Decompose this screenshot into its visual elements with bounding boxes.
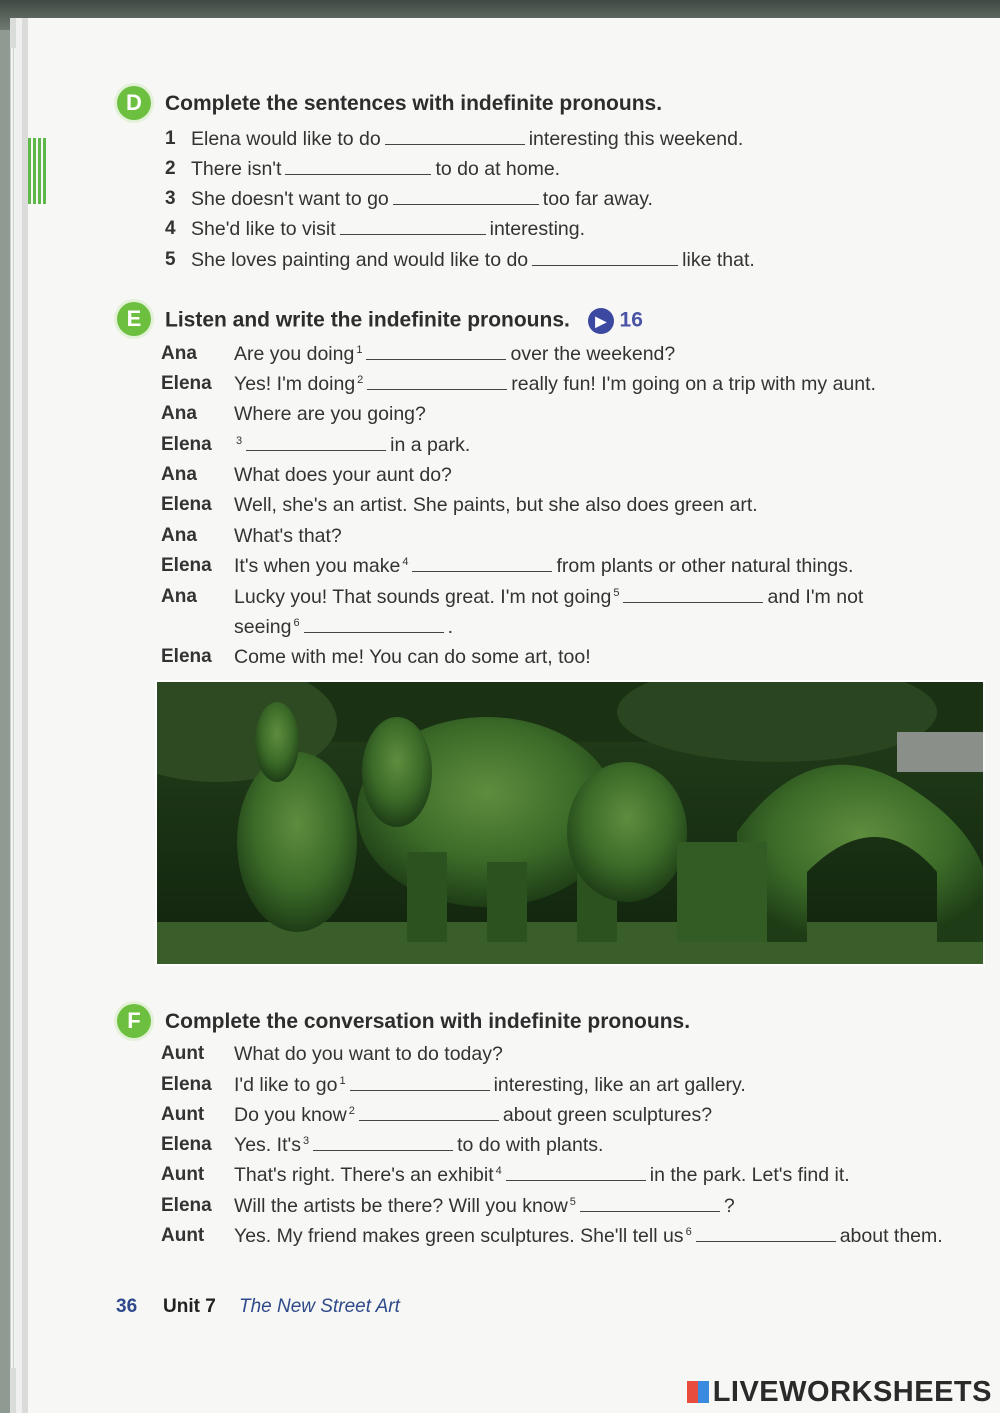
dialogue-text-after: and I'm not: [767, 586, 864, 608]
unit-title: The New Street Art: [239, 1296, 400, 1317]
dialogue-text-after: about green sculptures?: [502, 1104, 713, 1126]
speaker-name: Elena: [161, 646, 212, 667]
dialogue-text-after: in the park. Let's find it.: [649, 1164, 850, 1186]
dialogue-text-after: interesting, like an art gallery.: [493, 1074, 746, 1096]
gap-number: 4: [402, 556, 409, 568]
section-e-heading-text: Listen and write the indefinite pronouns.: [165, 308, 570, 332]
page-tab-marks: [28, 138, 52, 204]
dialogue-text-before: Where are you going?: [234, 403, 426, 425]
sentence: [191, 188, 653, 211]
dialogue-line: [234, 1164, 850, 1187]
item-number: 1: [165, 128, 176, 149]
speaker-name: Ana: [161, 525, 197, 546]
dialogue-text-before: Will the artists be there? Will you know: [234, 1195, 568, 1217]
page-number: 36: [116, 1296, 138, 1317]
speaker-name: Elena: [161, 1134, 212, 1155]
item-number: 4: [165, 218, 176, 239]
sentence-text-before: She'd like to visit: [191, 218, 336, 240]
answer-blank[interactable]: [313, 1136, 453, 1151]
sentence-text-before: There isn't: [191, 158, 282, 180]
dialogue-line: [234, 1225, 943, 1248]
answer-blank[interactable]: [350, 1076, 490, 1091]
dialogue-line: [234, 464, 452, 487]
dialogue-text-before: Yes! I'm doing: [234, 373, 356, 395]
dialogue-text-before: That's right. There's an exhibit: [234, 1164, 494, 1186]
dialogue-text-after: over the weekend?: [510, 343, 676, 365]
dialogue-text-before: What do you want to do today?: [234, 1043, 503, 1065]
section-e-heading: [165, 308, 643, 334]
section-d-badge: D: [117, 86, 151, 120]
dialogue-line: [234, 555, 853, 578]
sentence-text-before: She doesn't want to go: [191, 188, 389, 210]
dialogue-text-after: from plants or other natural things.: [556, 555, 854, 577]
dialogue-text-after: about them.: [839, 1225, 943, 1247]
gap-number: 2: [348, 1105, 355, 1117]
item-number: 5: [165, 249, 176, 270]
answer-blank[interactable]: [246, 436, 386, 451]
dialogue-line: [234, 1134, 603, 1157]
gap-number: 3: [236, 435, 243, 447]
dialogue-text-after: ?: [723, 1195, 735, 1217]
answer-blank[interactable]: [696, 1227, 836, 1242]
dialogue-line: [234, 373, 876, 396]
speaker-name: Ana: [161, 586, 197, 607]
dialogue-text-before: What's that?: [234, 525, 342, 547]
answer-blank[interactable]: [532, 251, 678, 266]
section-f-badge: F: [117, 1004, 151, 1038]
dialogue-text-before: Lucky you! That sounds great. I'm not going: [234, 586, 612, 608]
dialogue-text-after: to do with plants.: [457, 1134, 604, 1156]
sentence-text-after: interesting this weekend.: [528, 128, 744, 150]
dialogue-text-before: I'd like to go: [234, 1074, 338, 1096]
audio-icon[interactable]: ▶: [588, 308, 614, 334]
dialogue-line: [234, 403, 426, 426]
gap-number: 6: [293, 617, 300, 629]
answer-blank[interactable]: [367, 375, 507, 390]
gap-number: 5: [569, 1196, 576, 1208]
speaker-name: Ana: [161, 343, 197, 364]
dialogue-line: [234, 525, 342, 548]
answer-blank[interactable]: [506, 1166, 646, 1181]
dialogue-text-before: Well, she's an artist. She paints, but she also does green art.: [234, 494, 758, 516]
speaker-name: Elena: [161, 494, 212, 515]
dialogue-text-before: What does your aunt do?: [234, 464, 452, 486]
dialogue-line: [234, 434, 470, 457]
sentence-text-before: Elena would like to do: [191, 128, 381, 150]
audio-track[interactable]: [588, 308, 643, 334]
speaker-name: Aunt: [161, 1225, 205, 1246]
dialogue-text-before: Come with me! You can do some art, too!: [234, 646, 591, 668]
gap-number: 2: [357, 374, 364, 386]
sentence: [191, 218, 585, 241]
speaker-name: Ana: [161, 403, 197, 424]
sentence: [191, 128, 743, 151]
answer-blank[interactable]: [385, 130, 525, 145]
dialogue-text-before: It's when you make: [234, 555, 401, 577]
section-e-badge: E: [117, 302, 151, 336]
answer-blank[interactable]: [340, 220, 486, 235]
item-number: 3: [165, 188, 176, 209]
section-f-heading: Complete the conversation with indefinite pronouns.: [165, 1010, 691, 1033]
gap-number: 3: [302, 1135, 310, 1147]
dialogue-line: [234, 1043, 503, 1066]
answer-blank[interactable]: [285, 160, 431, 175]
speaker-name: Aunt: [161, 1043, 205, 1064]
speaker-name: Aunt: [161, 1164, 205, 1185]
section-d-heading: Complete the sentences with indefinite pronouns.: [165, 92, 663, 115]
dialogue-text-before: Yes. My friend makes green sculptures. She'll tell us: [234, 1225, 684, 1247]
unit-label: Unit 7: [163, 1296, 216, 1317]
gap-number: 1: [356, 344, 363, 356]
logo-icon: [687, 1381, 709, 1403]
speaker-name: Ana: [161, 464, 197, 485]
dialogue-text-before: Are you doing: [234, 343, 355, 365]
dialogue-text-after: in a park.: [390, 434, 471, 456]
speaker-name: Aunt: [161, 1104, 205, 1125]
speaker-name: Elena: [161, 373, 212, 394]
sentence-text-after: interesting.: [489, 218, 586, 240]
speaker-name: Elena: [161, 555, 212, 576]
dialogue-text-before: seeing: [234, 616, 292, 638]
answer-blank[interactable]: [580, 1197, 720, 1212]
answer-blank[interactable]: [412, 557, 552, 572]
dialogue-line: [234, 1104, 712, 1127]
liveworksheets-logo: [687, 1376, 992, 1409]
gap-number: 1: [339, 1075, 346, 1087]
speaker-name: Elena: [161, 434, 212, 455]
topiary-animals-photo: [155, 680, 985, 966]
speaker-name: Elena: [161, 1195, 212, 1216]
gap-number: 5: [613, 587, 620, 599]
dialogue-line: [234, 1195, 735, 1218]
dialogue-text-before: Yes. It's: [234, 1134, 301, 1156]
sentence: [191, 158, 560, 181]
dialogue-line: [234, 343, 675, 366]
sentence-text-after: too far away.: [542, 188, 653, 210]
answer-blank[interactable]: [304, 618, 444, 633]
sentence-text-after: to do at home.: [435, 158, 561, 180]
logo-text: LIVEWORKSHEETS: [712, 1376, 992, 1408]
answer-blank[interactable]: [623, 588, 763, 603]
item-number: 2: [165, 158, 176, 179]
gap-number: 6: [685, 1226, 692, 1238]
dialogue-text-after: really fun! I'm going on a trip with my aunt.: [511, 373, 876, 395]
speaker-name: Elena: [161, 1074, 212, 1095]
dialogue-line: [234, 616, 453, 639]
answer-blank[interactable]: [393, 190, 539, 205]
dialogue-line: [234, 1074, 746, 1097]
dialogue-line: [234, 586, 863, 609]
sentence-text-before: She loves painting and would like to do: [191, 249, 529, 271]
sentence: [191, 249, 755, 272]
dialogue-text-after: .: [447, 616, 454, 638]
dialogue-line: [234, 494, 758, 517]
gap-number: 4: [495, 1165, 502, 1177]
answer-blank[interactable]: [359, 1106, 499, 1121]
sentence-text-after: like that.: [682, 249, 755, 271]
audio-track-number: 16: [619, 308, 643, 332]
dialogue-line: [234, 646, 591, 669]
page-edges: [10, 48, 16, 1368]
answer-blank[interactable]: [366, 345, 506, 360]
dialogue-text-before: Do you know: [234, 1104, 347, 1126]
